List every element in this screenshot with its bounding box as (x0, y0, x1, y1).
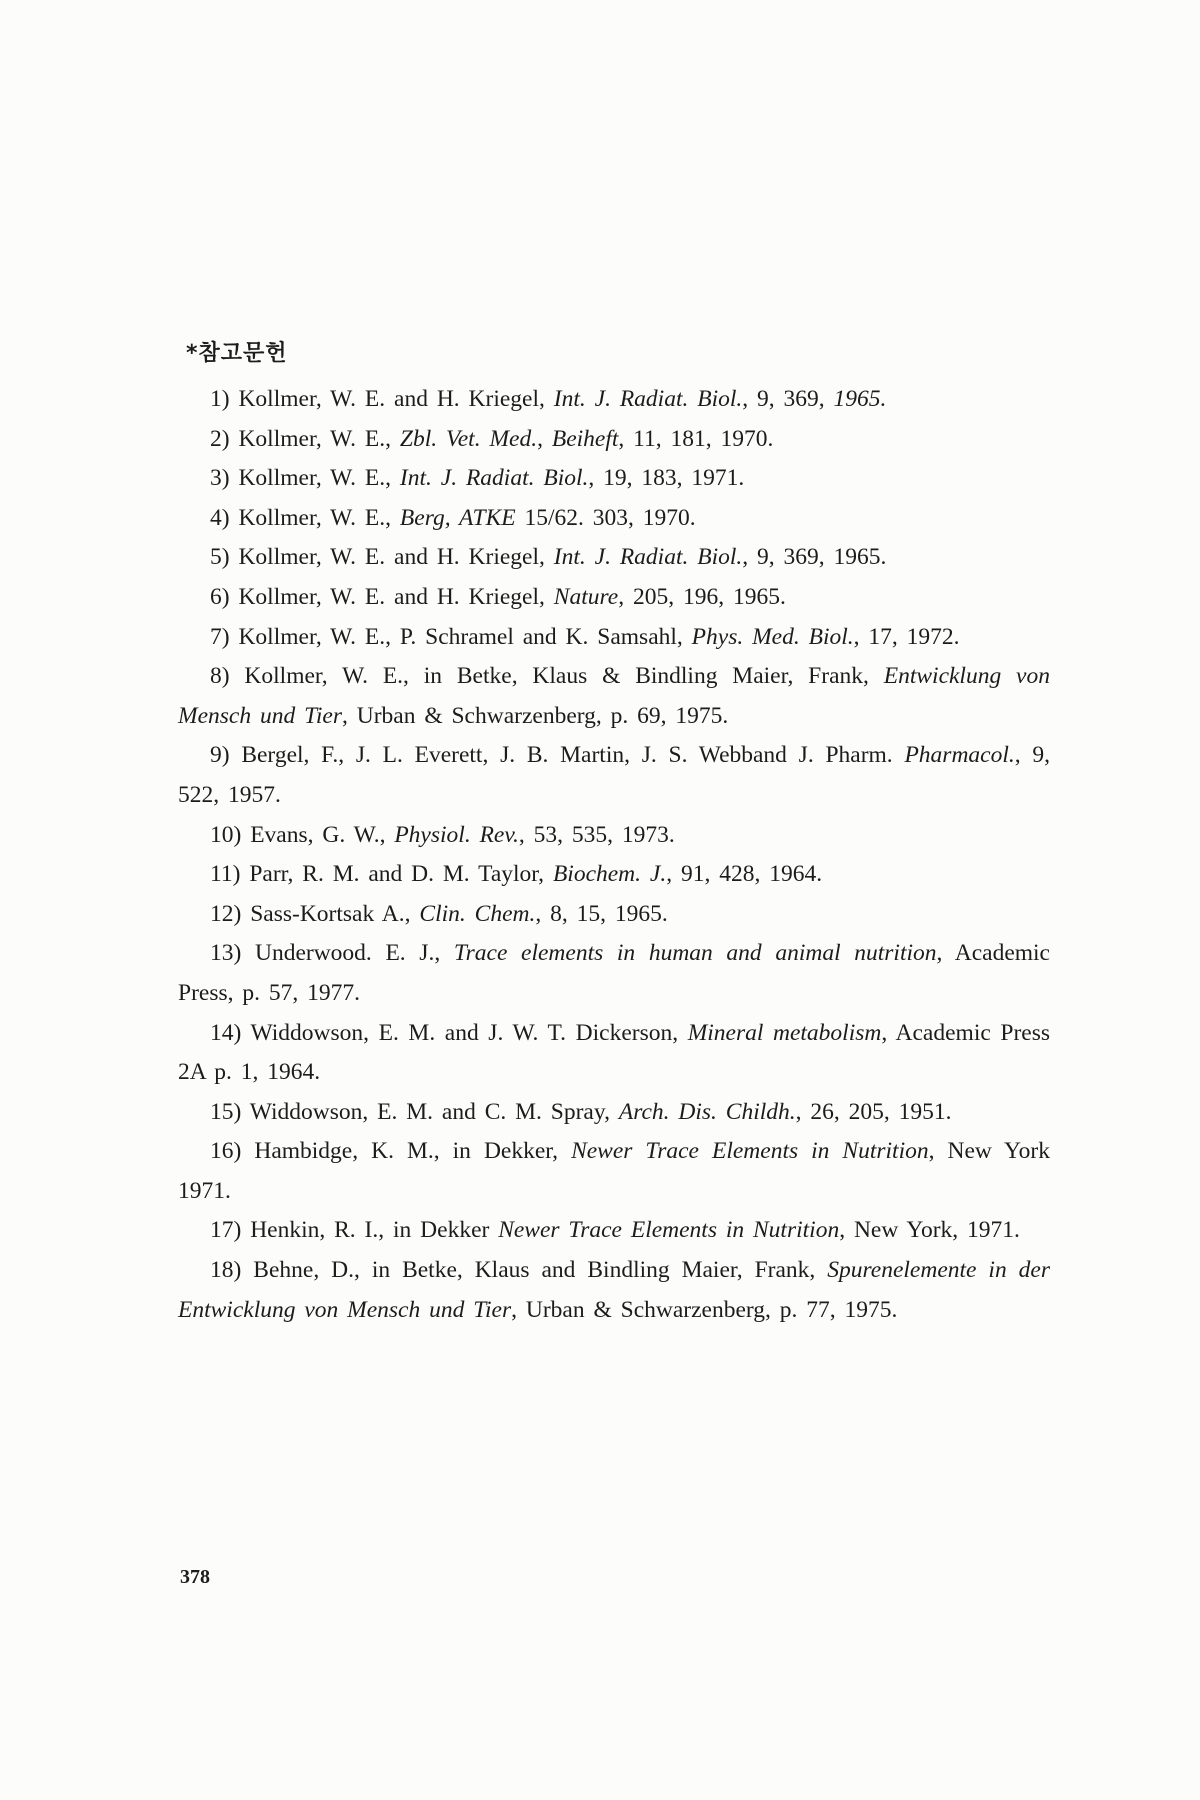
reference-number: 15) (210, 1098, 242, 1125)
reference-number: 6) (210, 583, 230, 610)
reference-item (178, 499, 1050, 539)
references-section (178, 338, 1050, 1330)
reference-text: Kollmer, W. E., (229, 504, 400, 531)
reference-text: , 19, 183, 1971. (588, 465, 745, 492)
reference-text: , 8, 15, 1965. (535, 900, 668, 927)
reference-text: Bergel, F., J. L. Everett, J. B. Martin, J. S. Webband J. Pharm. (229, 742, 905, 769)
reference-text: Hambidge, K. M., in Dekker, (241, 1138, 572, 1165)
reference-text: , 91, 428, 1964. (666, 861, 823, 888)
reference-italic-text: Int. J. Radiat. Biol. (399, 465, 589, 492)
reference-text: Parr, R. M. and D. M. Taylor, (240, 861, 553, 888)
reference-italic-text: Nature (553, 583, 619, 610)
reference-italic-text: Newer Trace Elements in Nutrition (571, 1138, 929, 1165)
reference-text: , 11, 181, 1970. (618, 425, 774, 452)
reference-item (178, 578, 1050, 618)
reference-text: , 26, 205, 1951. (795, 1098, 952, 1125)
reference-italic-text: Phys. Med. Biol. (691, 623, 854, 650)
reference-italic-text: Zbl. Vet. Med. (399, 425, 538, 452)
reference-item (178, 1132, 1050, 1211)
reference-text: Sass-Kortsak A., (241, 900, 420, 927)
reference-item (178, 420, 1050, 460)
reference-number: 5) (210, 544, 230, 571)
reference-text: , Academic Press 2A p. 1, 1964. (178, 1019, 1050, 1086)
reference-number: 14) (210, 1019, 242, 1046)
reference-text: Kollmer, W. E., P. Schramel and K. Samsahl, (229, 623, 692, 650)
reference-item (178, 618, 1050, 658)
reference-text: , Urban & Schwarzenberg, p. 77, 1975. (511, 1296, 898, 1323)
reference-text: Widdowson, E. M. and C. M. Spray, (241, 1098, 619, 1125)
reference-italic-text: Entwicklung von Mensch und Tier (178, 663, 1050, 729)
reference-number: 16) (210, 1138, 242, 1165)
reference-italic-text: Mineral metabolism (687, 1019, 882, 1046)
reference-text: Widdowson, E. M. and J. W. T. Dickerson, (241, 1019, 688, 1046)
reference-text: , New York, 1971. (839, 1217, 1020, 1244)
reference-item (178, 1014, 1050, 1093)
reference-text: Kollmer, W. E. and H. Kriegel, (229, 544, 554, 571)
reference-item (178, 459, 1050, 499)
reference-item (178, 934, 1050, 1013)
reference-number: 17) (210, 1217, 242, 1244)
reference-number: 4) (210, 504, 230, 531)
reference-text: Kollmer, W. E., in Betke, Klaus & Bindling Maier, Frank, (229, 663, 884, 690)
reference-text: Henkin, R. I., in Dekker (241, 1217, 499, 1244)
reference-text: , 9, 369, 1965. (742, 544, 887, 571)
reference-list (178, 380, 1050, 1330)
reference-italic-text: Biochem. J. (552, 861, 667, 888)
reference-italic-text: Int. J. Radiat. Biol. (553, 386, 743, 412)
reference-item (178, 1211, 1050, 1251)
reference-number: 12) (210, 900, 242, 927)
reference-italic-text: Trace elements in human and animal nutrition (453, 940, 937, 967)
reference-number: 1) (210, 386, 230, 412)
reference-italic-text: Arch. Dis. Childh. (618, 1098, 796, 1125)
reference-text: , New York 1971. (178, 1138, 1050, 1204)
reference-text: Underwood. E. J., (241, 940, 454, 967)
reference-italic-text: Berg, ATKE (399, 504, 516, 531)
reference-italic-text: Spurenelemente in der Entwicklung von Mensch und Tier (178, 1257, 1050, 1323)
reference-text: , 9, 522, 1957. (178, 742, 1050, 808)
reference-item (178, 1251, 1050, 1330)
reference-italic-text: Newer Trace Elements in Nutrition (498, 1217, 840, 1244)
reference-number: 11) (210, 861, 241, 888)
reference-italic-text: Physiol. Rev. (394, 821, 519, 848)
reference-text: Behne, D., in Betke, Klaus and Bindling Maier, Frank, (241, 1257, 828, 1284)
reference-item (178, 380, 1050, 420)
reference-item (178, 855, 1050, 895)
reference-text: , Urban & Schwarzenberg, p. 69, 1975. (341, 702, 729, 729)
reference-text: Kollmer, W. E. and H. Kriegel, (229, 386, 554, 412)
reference-text: , (537, 425, 552, 452)
reference-item (178, 1093, 1050, 1133)
page-number: 378 (180, 1566, 210, 1588)
reference-italic-text: Pharmacol. (904, 742, 1015, 769)
reference-text: Evans, G. W., (241, 821, 395, 848)
reference-italic-text: Beiheft (551, 425, 619, 452)
reference-number: 18) (210, 1257, 242, 1284)
reference-text: , 53, 535, 1973. (518, 821, 675, 848)
reference-item (178, 816, 1050, 856)
reference-text: 15/62. 303, 1970. (515, 504, 696, 531)
reference-number: 8) (210, 663, 230, 690)
reference-number: 7) (210, 623, 230, 650)
reference-italic-text: 1965. (833, 386, 887, 412)
reference-number: 9) (210, 742, 230, 769)
reference-text: , 205, 196, 1965. (618, 583, 786, 610)
reference-item (178, 657, 1050, 736)
reference-text: Kollmer, W. E., (229, 425, 400, 452)
section-title: *참고문헌 (186, 341, 288, 366)
reference-text: Kollmer, W. E. and H. Kriegel, (229, 583, 554, 610)
reference-number: 10) (210, 821, 242, 848)
reference-italic-text: Int. J. Radiat. Biol. (553, 544, 743, 571)
reference-italic-text: Clin. Chem. (419, 900, 536, 927)
reference-item (178, 895, 1050, 935)
reference-number: 2) (210, 425, 230, 452)
reference-text: , Academic Press, p. 57, 1977. (178, 940, 1050, 1006)
reference-item (178, 538, 1050, 578)
reference-text: Kollmer, W. E., (229, 465, 400, 492)
reference-text: , 17, 1972. (853, 623, 960, 650)
reference-number: 13) (210, 940, 242, 967)
reference-item (178, 736, 1050, 815)
reference-number: 3) (210, 465, 230, 492)
reference-text: , 9, 369, (742, 386, 834, 412)
